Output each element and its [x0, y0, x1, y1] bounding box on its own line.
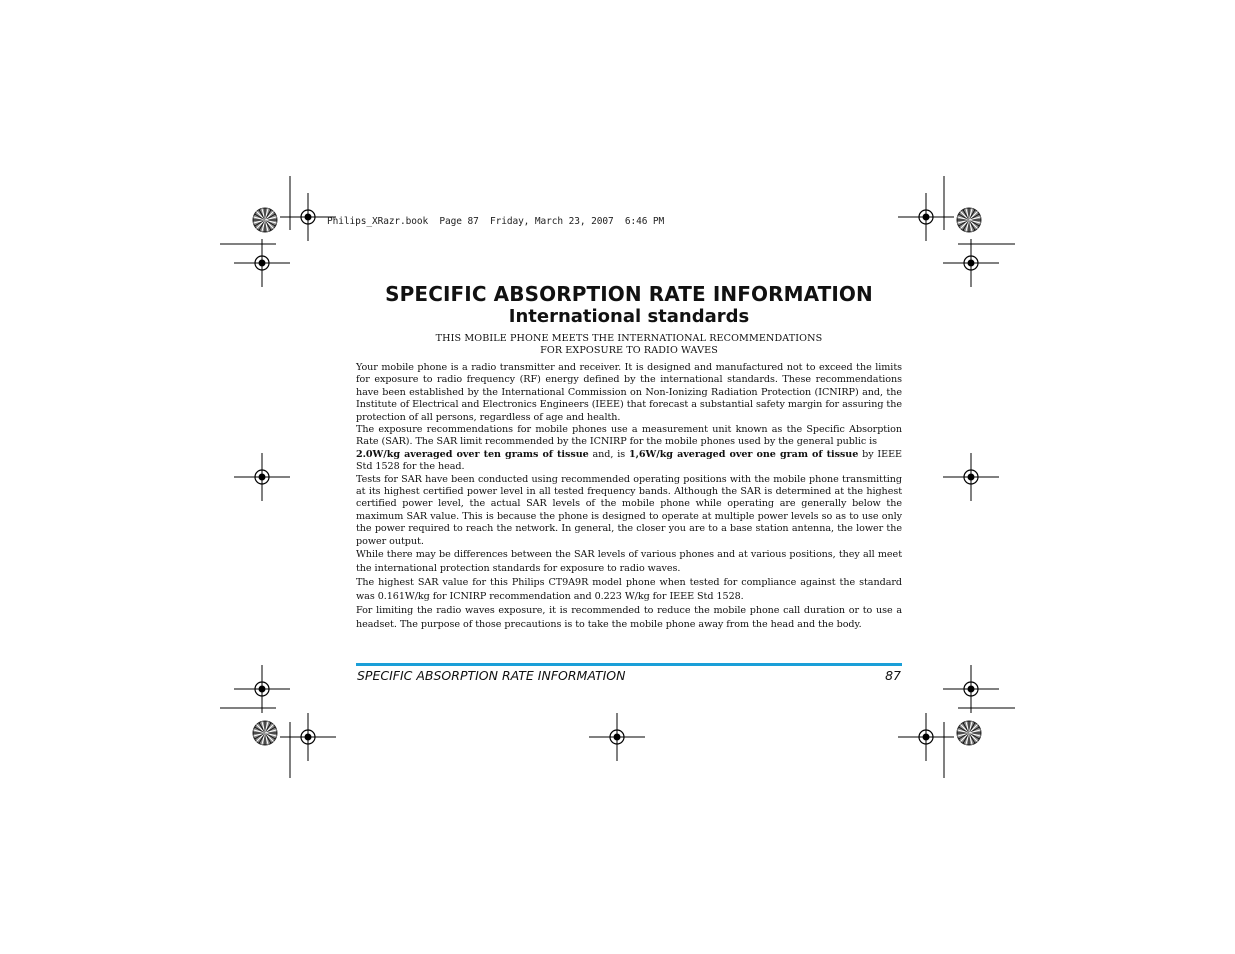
paragraph-2-end: by IEEE Std 1528 for the head.	[356, 448, 902, 473]
caption	[356, 332, 902, 358]
paragraph-2-start: The exposure recommendations for mobile phones use a measurement unit known as the Specific Absorption Rate (SAR). The SAR limit recommended by the ICNIRP for the mobile phones used by the general public is	[356, 424, 902, 448]
paragraph-3: Tests for SAR have been conducted using recommended operating positions with the mobile phone transmitting at its highest certified power level in all tested frequency bands. Although the SAR is determined at the highest certified power level, the actual SAR levels of the mobile phone while operating are generally below the maximum SAR value. This is because the phone is designed to operate at multiple power levels so as to use only the power required to reach the network. In general, the closer you are to a base station antenna, the lower the power output.	[356, 473, 902, 547]
paragraph-2	[356, 424, 902, 474]
paragraph-2-bold-2: 1,6W/kg averaged over one gram of tissue	[628, 448, 859, 460]
footer-section-title: SPECIFIC ABSORPTION RATE INFORMATION	[357, 668, 626, 683]
section-subtitle: International standards	[508, 306, 750, 327]
star-target-bottom-right	[957, 721, 981, 745]
paragraph-5: The highest SAR value for this Philips CT9A9R model phone when tested for compliance against the standard was 0.161W/kg for ICNIRP recommendation and 0.223 W/kg for IEEE Std 1528.	[356, 577, 902, 603]
page-title: SPECIFIC ABSORPTION RATE INFORMATION	[385, 282, 873, 306]
paragraph-2-bold-1: 2.0W/kg averaged over ten grams of tissue	[356, 448, 589, 460]
caption-line-2: FOR EXPOSURE TO RADIO WAVES	[540, 345, 718, 356]
page-number: 87	[885, 668, 901, 683]
page-content	[356, 282, 902, 632]
print-slug: Philips_XRazr.book Page 87 Friday, March 23, 2007 6:46 PM	[327, 216, 665, 227]
paragraph-1: Your mobile phone is a radio transmitter and receiver. It is designed and manufactured not to exceed the limits for exposure to radio frequency (RF) energy defined by the international standards. These recommendations have been established by the International Commission on Non-Ionizing Radiation Protection (ICNIRP) and, the Institute of Electrical and Electronics Engineers (IEEE) that forecast a substantial safety margin for assuring the protection of all persons, regardless of age and health.	[356, 362, 902, 423]
star-target-bottom-left	[253, 721, 277, 745]
paragraph-6: For limiting the radio waves exposure, it is recommended to reduce the mobile phone call duration or to use a headset. The purpose of those precautions is to take the mobile phone away from the head and the body.	[356, 605, 902, 631]
paragraph-4: While there may be differences between the SAR levels of various phones and at various positions, they all meet the international protection standards for exposure to radio waves.	[356, 549, 902, 575]
body-text	[356, 362, 902, 632]
caption-line-1: THIS MOBILE PHONE MEETS THE INTERNATIONAL RECOMMENDATIONS	[435, 333, 823, 344]
footer-rule	[356, 663, 902, 666]
paragraph-2-mid: and, is	[588, 448, 629, 460]
star-target-top-left	[253, 208, 277, 232]
star-target-top-right	[957, 208, 981, 232]
